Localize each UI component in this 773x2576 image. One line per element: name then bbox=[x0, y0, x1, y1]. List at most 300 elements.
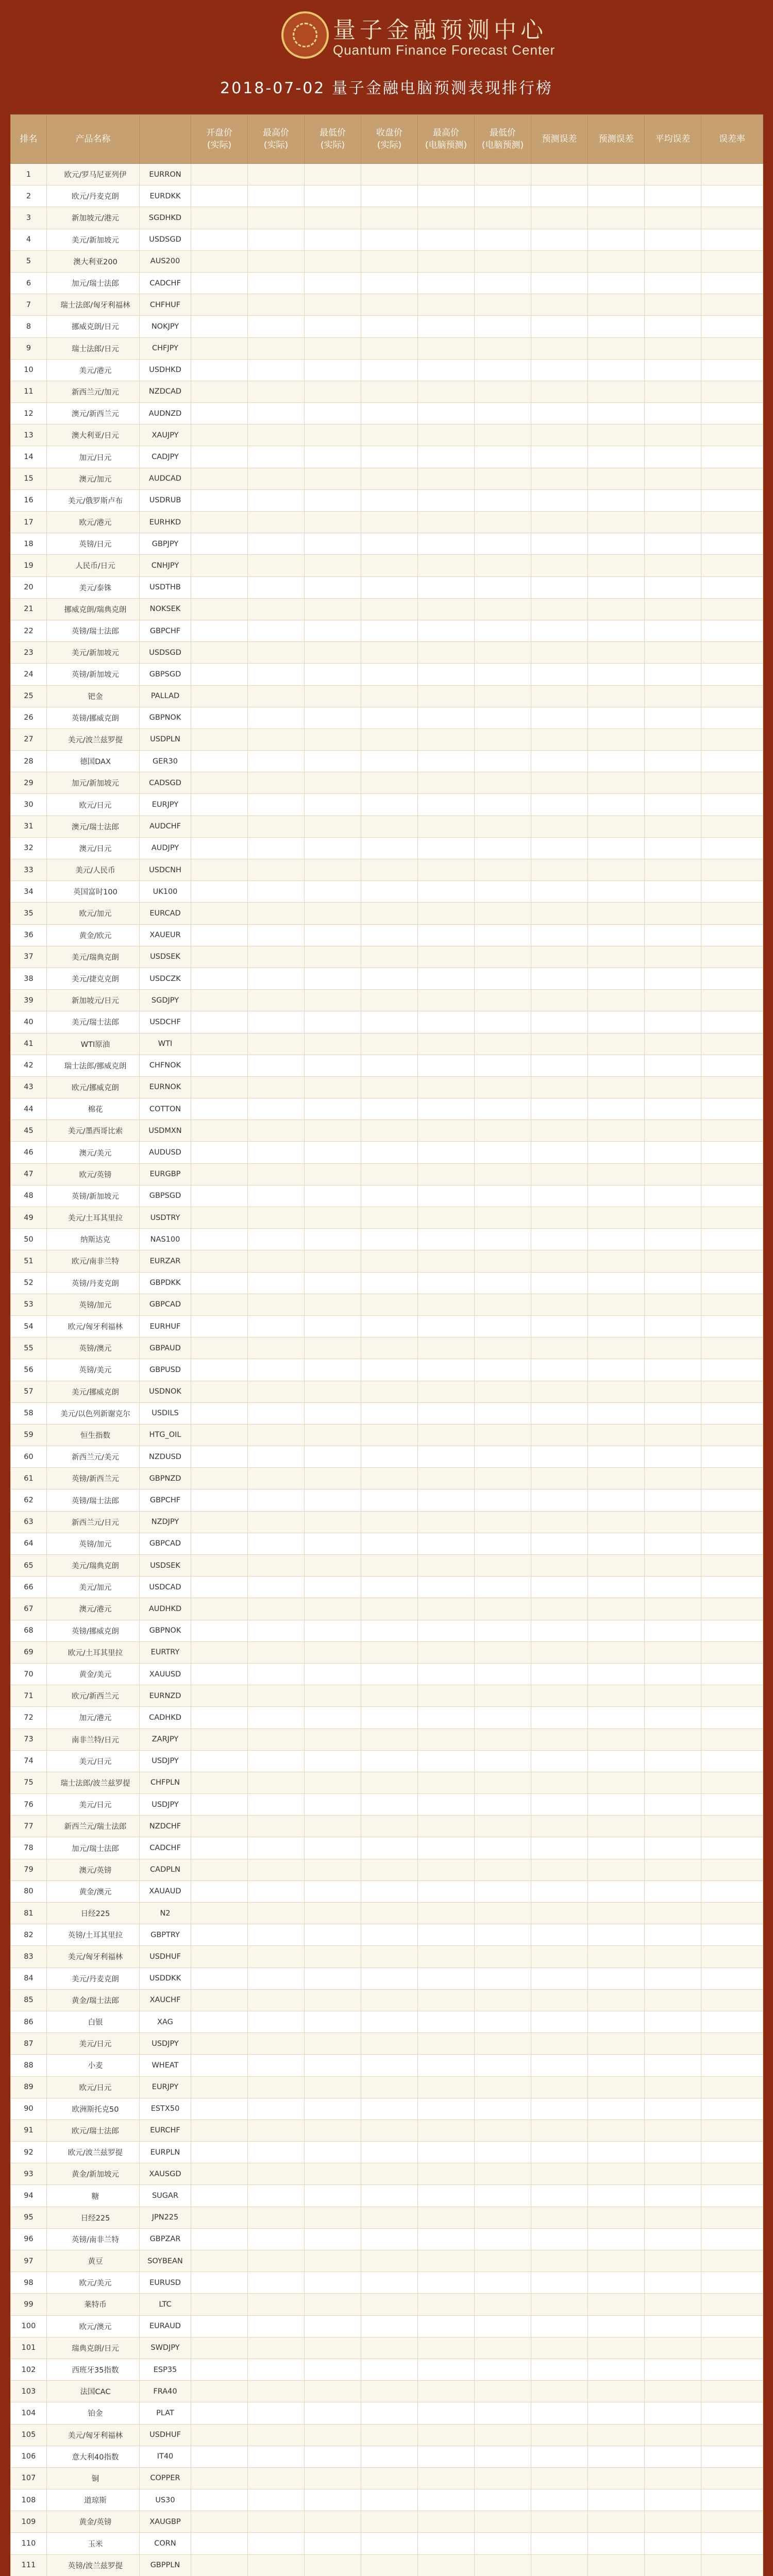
product-code-cell: SWDJPY bbox=[140, 2337, 191, 2359]
product-name-cell: 澳元/英镑 bbox=[47, 1859, 140, 1880]
rank-cell: 41 bbox=[11, 1033, 47, 1055]
value-cell bbox=[361, 664, 418, 685]
table-row bbox=[11, 2467, 763, 2489]
product-code-cell: EURNZD bbox=[140, 1685, 191, 1707]
value-cell bbox=[588, 1359, 645, 1381]
value-cell bbox=[701, 425, 763, 446]
value-cell bbox=[588, 1903, 645, 1924]
table-row bbox=[11, 2207, 763, 2228]
product-name-cell: 钯金 bbox=[47, 685, 140, 707]
value-cell bbox=[645, 881, 701, 903]
value-cell bbox=[248, 1424, 305, 1446]
value-cell bbox=[248, 751, 305, 772]
value-cell bbox=[588, 1381, 645, 1402]
value-cell bbox=[248, 946, 305, 968]
product-code-cell: GBPDKK bbox=[140, 1272, 191, 1294]
value-cell bbox=[248, 555, 305, 577]
table-row bbox=[11, 1880, 763, 1902]
product-code-cell: N2 bbox=[140, 1903, 191, 1924]
product-name-cell: 美元/丹麦克朗 bbox=[47, 1968, 140, 1989]
rank-cell: 67 bbox=[11, 1598, 47, 1620]
value-cell bbox=[701, 1641, 763, 1663]
value-cell bbox=[475, 1402, 531, 1424]
value-cell bbox=[531, 2424, 588, 2446]
value-cell bbox=[645, 2467, 701, 2489]
value-cell bbox=[645, 2381, 701, 2402]
value-cell bbox=[418, 1142, 475, 1163]
value-cell bbox=[645, 1120, 701, 1142]
product-code-cell: PLAT bbox=[140, 2402, 191, 2424]
table-row bbox=[11, 2294, 763, 2315]
value-cell bbox=[361, 1946, 418, 1968]
product-code-cell: HTG_OIL bbox=[140, 1424, 191, 1446]
value-cell bbox=[418, 1685, 475, 1707]
product-code-cell: EURTRY bbox=[140, 1641, 191, 1663]
value-cell bbox=[361, 772, 418, 794]
value-cell bbox=[701, 1402, 763, 1424]
value-cell bbox=[418, 250, 475, 272]
product-code-cell: AUDJPY bbox=[140, 837, 191, 859]
value-cell bbox=[475, 1533, 531, 1554]
value-cell bbox=[418, 946, 475, 968]
rank-cell: 43 bbox=[11, 1076, 47, 1098]
value-cell bbox=[248, 903, 305, 924]
product-code-cell: FRA40 bbox=[140, 2381, 191, 2402]
table-row bbox=[11, 2424, 763, 2446]
value-cell bbox=[191, 272, 248, 294]
product-code-cell: CHFNOK bbox=[140, 1055, 191, 1076]
value-cell bbox=[475, 2207, 531, 2228]
product-code-cell: USDPLN bbox=[140, 728, 191, 750]
value-cell bbox=[191, 1359, 248, 1381]
product-name-cell: 人民币/日元 bbox=[47, 555, 140, 577]
table-row bbox=[11, 207, 763, 229]
value-cell bbox=[645, 707, 701, 728]
value-cell bbox=[588, 1185, 645, 1207]
value-cell bbox=[701, 1098, 763, 1120]
value-cell bbox=[305, 642, 361, 664]
value-cell bbox=[645, 2315, 701, 2337]
product-code-cell: SGDJPY bbox=[140, 990, 191, 1011]
value-cell bbox=[305, 1555, 361, 1577]
product-code-cell: AUDCAD bbox=[140, 468, 191, 489]
value-cell bbox=[305, 2315, 361, 2337]
value-cell bbox=[361, 2533, 418, 2554]
rank-cell: 8 bbox=[11, 316, 47, 337]
value-cell bbox=[531, 2228, 588, 2250]
value-cell bbox=[588, 468, 645, 489]
value-cell bbox=[531, 1142, 588, 1163]
value-cell bbox=[588, 794, 645, 816]
rank-cell: 49 bbox=[11, 1207, 47, 1229]
table-row bbox=[11, 2228, 763, 2250]
value-cell bbox=[475, 164, 531, 185]
value-cell bbox=[701, 1163, 763, 1185]
value-cell bbox=[248, 403, 305, 425]
value-cell bbox=[531, 512, 588, 533]
value-cell bbox=[475, 2098, 531, 2120]
rank-cell: 76 bbox=[11, 1794, 47, 1816]
value-cell bbox=[248, 272, 305, 294]
value-cell bbox=[645, 1185, 701, 1207]
value-cell bbox=[701, 707, 763, 728]
rank-cell: 42 bbox=[11, 1055, 47, 1076]
value-cell bbox=[588, 2294, 645, 2315]
value-cell bbox=[531, 1772, 588, 1793]
rank-cell: 94 bbox=[11, 2185, 47, 2207]
product-name-cell: 欧元/英镑 bbox=[47, 1163, 140, 1185]
rank-cell: 33 bbox=[11, 859, 47, 881]
value-cell bbox=[305, 359, 361, 381]
value-cell bbox=[191, 1577, 248, 1598]
value-cell bbox=[305, 337, 361, 359]
value-cell bbox=[191, 664, 248, 685]
product-name-cell: 英镑/新加坡元 bbox=[47, 1185, 140, 1207]
value-cell bbox=[248, 707, 305, 728]
value-cell bbox=[248, 2120, 305, 2141]
value-cell bbox=[701, 816, 763, 837]
value-cell bbox=[361, 1968, 418, 1989]
product-name-cell: 玉米 bbox=[47, 2533, 140, 2554]
value-cell bbox=[701, 2076, 763, 2098]
value-cell bbox=[248, 1272, 305, 1294]
value-cell bbox=[191, 1707, 248, 1728]
product-code-cell: XAUEUR bbox=[140, 924, 191, 946]
product-name-cell: 澳元/美元 bbox=[47, 1142, 140, 1163]
value-cell bbox=[305, 577, 361, 598]
value-cell bbox=[588, 425, 645, 446]
product-code-cell: GBPNZD bbox=[140, 1468, 191, 1489]
value-cell bbox=[475, 1750, 531, 1772]
value-cell bbox=[418, 1424, 475, 1446]
value-cell bbox=[475, 337, 531, 359]
value-cell bbox=[531, 1033, 588, 1055]
product-name-cell: 欧元/匈牙利福林 bbox=[47, 1315, 140, 1337]
value-cell bbox=[531, 924, 588, 946]
value-cell bbox=[531, 968, 588, 989]
product-name-cell: 南非兰特/日元 bbox=[47, 1728, 140, 1750]
value-cell bbox=[701, 446, 763, 468]
rank-cell: 83 bbox=[11, 1946, 47, 1968]
value-cell bbox=[305, 207, 361, 229]
value-cell bbox=[531, 794, 588, 816]
value-cell bbox=[475, 207, 531, 229]
value-cell bbox=[305, 2294, 361, 2315]
rank-cell: 37 bbox=[11, 946, 47, 968]
value-cell bbox=[701, 185, 763, 207]
product-code-cell: AUS200 bbox=[140, 250, 191, 272]
value-cell bbox=[475, 1185, 531, 1207]
rank-cell: 51 bbox=[11, 1250, 47, 1272]
value-cell bbox=[305, 2076, 361, 2098]
value-cell bbox=[191, 2294, 248, 2315]
value-cell bbox=[361, 489, 418, 511]
value-cell bbox=[191, 1880, 248, 1902]
value-cell bbox=[305, 1620, 361, 1641]
value-cell bbox=[531, 859, 588, 881]
value-cell bbox=[305, 2511, 361, 2533]
value-cell bbox=[305, 272, 361, 294]
value-cell bbox=[305, 533, 361, 555]
value-cell bbox=[701, 1924, 763, 1946]
value-cell bbox=[191, 1402, 248, 1424]
value-cell bbox=[531, 1598, 588, 1620]
value-cell bbox=[361, 403, 418, 425]
value-cell bbox=[191, 968, 248, 989]
table-row bbox=[11, 468, 763, 489]
product-name-cell: 黄金/美元 bbox=[47, 1663, 140, 1685]
value-cell bbox=[361, 2098, 418, 2120]
value-cell bbox=[645, 1511, 701, 1533]
product-name-cell: 英镑/日元 bbox=[47, 533, 140, 555]
value-cell bbox=[588, 2098, 645, 2120]
value-cell bbox=[588, 2533, 645, 2554]
value-cell bbox=[531, 2359, 588, 2380]
table-row bbox=[11, 1229, 763, 1250]
value-cell bbox=[645, 1163, 701, 1185]
product-name-cell: 铜 bbox=[47, 2467, 140, 2489]
value-cell bbox=[531, 533, 588, 555]
value-cell bbox=[531, 468, 588, 489]
value-cell bbox=[531, 946, 588, 968]
product-code-cell: CADJPY bbox=[140, 446, 191, 468]
product-code-cell: USDJPY bbox=[140, 1794, 191, 1816]
rank-cell: 108 bbox=[11, 2489, 47, 2511]
table-row bbox=[11, 1381, 763, 1402]
rank-cell: 79 bbox=[11, 1859, 47, 1880]
product-name-cell: 英镑/新西兰元 bbox=[47, 1468, 140, 1489]
value-cell bbox=[248, 1011, 305, 1033]
value-cell bbox=[475, 272, 531, 294]
product-code-cell: USDCZK bbox=[140, 968, 191, 989]
value-cell bbox=[701, 1555, 763, 1577]
value-cell bbox=[191, 598, 248, 620]
value-cell bbox=[531, 1381, 588, 1402]
value-cell bbox=[248, 1098, 305, 1120]
rank-cell: 70 bbox=[11, 1663, 47, 1685]
table-row bbox=[11, 1468, 763, 1489]
value-cell bbox=[475, 2033, 531, 2055]
value-cell bbox=[361, 1533, 418, 1554]
value-cell bbox=[191, 1142, 248, 1163]
value-cell bbox=[248, 468, 305, 489]
value-cell bbox=[531, 229, 588, 250]
value-cell bbox=[361, 2055, 418, 2076]
value-cell bbox=[191, 207, 248, 229]
value-cell bbox=[475, 1598, 531, 1620]
value-cell bbox=[248, 881, 305, 903]
value-cell bbox=[701, 1816, 763, 1837]
value-cell bbox=[531, 1272, 588, 1294]
table-row bbox=[11, 229, 763, 250]
product-name-cell: 小麦 bbox=[47, 2055, 140, 2076]
value-cell bbox=[361, 1055, 418, 1076]
value-cell bbox=[531, 1816, 588, 1837]
value-cell bbox=[248, 512, 305, 533]
value-cell bbox=[531, 1577, 588, 1598]
product-code-cell: USDJPY bbox=[140, 1750, 191, 1772]
value-cell bbox=[588, 555, 645, 577]
rank-cell: 30 bbox=[11, 794, 47, 816]
value-cell bbox=[305, 1707, 361, 1728]
value-cell bbox=[701, 772, 763, 794]
value-cell bbox=[418, 1250, 475, 1272]
value-cell bbox=[305, 1772, 361, 1793]
value-cell bbox=[418, 620, 475, 641]
table-row bbox=[11, 598, 763, 620]
value-cell bbox=[361, 2033, 418, 2055]
value-cell bbox=[475, 533, 531, 555]
value-cell bbox=[248, 772, 305, 794]
value-cell bbox=[645, 751, 701, 772]
value-cell bbox=[248, 359, 305, 381]
value-cell bbox=[361, 272, 418, 294]
value-cell bbox=[531, 1837, 588, 1859]
value-cell bbox=[531, 1707, 588, 1728]
value-cell bbox=[305, 164, 361, 185]
value-cell bbox=[531, 1185, 588, 1207]
value-cell bbox=[701, 946, 763, 968]
product-name-cell: 澳元/日元 bbox=[47, 837, 140, 859]
rank-cell: 26 bbox=[11, 707, 47, 728]
rank-cell: 93 bbox=[11, 2163, 47, 2185]
product-code-cell: AUDNZD bbox=[140, 403, 191, 425]
value-cell bbox=[305, 968, 361, 989]
value-cell bbox=[418, 1098, 475, 1120]
value-cell bbox=[361, 2467, 418, 2489]
value-cell bbox=[418, 1402, 475, 1424]
product-code-cell: GBPNOK bbox=[140, 1620, 191, 1641]
product-code-cell: EURJPY bbox=[140, 2076, 191, 2098]
value-cell bbox=[191, 2554, 248, 2576]
value-cell bbox=[531, 1533, 588, 1554]
value-cell bbox=[248, 2489, 305, 2511]
value-cell bbox=[701, 2446, 763, 2467]
value-cell bbox=[588, 381, 645, 402]
value-cell bbox=[645, 2207, 701, 2228]
value-cell bbox=[361, 2076, 418, 2098]
value-cell bbox=[701, 555, 763, 577]
value-cell bbox=[418, 2489, 475, 2511]
value-cell bbox=[305, 2337, 361, 2359]
rank-cell: 12 bbox=[11, 403, 47, 425]
value-cell bbox=[191, 577, 248, 598]
value-cell bbox=[191, 1098, 248, 1120]
rank-cell: 101 bbox=[11, 2337, 47, 2359]
value-cell bbox=[418, 1489, 475, 1511]
value-cell bbox=[475, 1837, 531, 1859]
rank-cell: 16 bbox=[11, 489, 47, 511]
product-name-cell: 加元/港元 bbox=[47, 1707, 140, 1728]
product-code-cell: EURCHF bbox=[140, 2120, 191, 2141]
value-cell bbox=[645, 1728, 701, 1750]
value-cell bbox=[305, 512, 361, 533]
product-code-cell: USDSGD bbox=[140, 642, 191, 664]
value-cell bbox=[248, 185, 305, 207]
product-code-cell: AUDHKD bbox=[140, 1598, 191, 1620]
value-cell bbox=[191, 2120, 248, 2141]
value-cell bbox=[475, 859, 531, 881]
value-cell bbox=[701, 1011, 763, 1033]
product-name-cell: 欧元/澳元 bbox=[47, 2315, 140, 2337]
value-cell bbox=[191, 620, 248, 641]
value-cell bbox=[475, 2011, 531, 2032]
value-cell bbox=[361, 2315, 418, 2337]
value-cell bbox=[305, 1577, 361, 1598]
value-cell bbox=[588, 2315, 645, 2337]
value-cell bbox=[588, 2055, 645, 2076]
value-cell bbox=[531, 2250, 588, 2272]
table-row bbox=[11, 1250, 763, 1272]
value-cell bbox=[701, 489, 763, 511]
value-cell bbox=[588, 1968, 645, 1989]
value-cell bbox=[418, 2337, 475, 2359]
rank-cell: 5 bbox=[11, 250, 47, 272]
product-name-cell: 英国富时100 bbox=[47, 881, 140, 903]
value-cell bbox=[305, 1446, 361, 1468]
value-cell bbox=[588, 1424, 645, 1446]
value-cell bbox=[645, 2142, 701, 2163]
value-cell bbox=[418, 2272, 475, 2294]
table-row bbox=[11, 403, 763, 425]
value-cell bbox=[191, 229, 248, 250]
value-cell bbox=[475, 685, 531, 707]
value-cell bbox=[305, 816, 361, 837]
value-cell bbox=[191, 2359, 248, 2380]
value-cell bbox=[418, 751, 475, 772]
value-cell bbox=[701, 337, 763, 359]
value-cell bbox=[475, 2185, 531, 2207]
value-cell bbox=[475, 1011, 531, 1033]
value-cell bbox=[191, 2315, 248, 2337]
value-cell bbox=[475, 1424, 531, 1446]
value-cell bbox=[588, 1163, 645, 1185]
value-cell bbox=[361, 1750, 418, 1772]
value-cell bbox=[191, 512, 248, 533]
value-cell bbox=[701, 664, 763, 685]
column-header: 平均误差 bbox=[645, 115, 701, 164]
product-name-cell: 新西兰元/日元 bbox=[47, 1511, 140, 1533]
value-cell bbox=[531, 164, 588, 185]
table-row bbox=[11, 794, 763, 816]
value-cell bbox=[248, 1685, 305, 1707]
value-cell bbox=[701, 1055, 763, 1076]
value-cell bbox=[531, 2011, 588, 2032]
value-cell bbox=[418, 1707, 475, 1728]
value-cell bbox=[305, 2554, 361, 2576]
value-cell bbox=[305, 2446, 361, 2467]
value-cell bbox=[588, 489, 645, 511]
value-cell bbox=[701, 2554, 763, 2576]
value-cell bbox=[191, 1011, 248, 1033]
value-cell bbox=[191, 1903, 248, 1924]
rank-cell: 57 bbox=[11, 1381, 47, 1402]
rank-cell: 102 bbox=[11, 2359, 47, 2380]
product-code-cell: CHFJPY bbox=[140, 337, 191, 359]
value-cell bbox=[361, 1315, 418, 1337]
value-cell bbox=[305, 403, 361, 425]
product-code-cell: EURHUF bbox=[140, 1315, 191, 1337]
rank-cell: 6 bbox=[11, 272, 47, 294]
table-row bbox=[11, 1816, 763, 1837]
value-cell bbox=[305, 1185, 361, 1207]
rank-cell: 20 bbox=[11, 577, 47, 598]
value-cell bbox=[361, 577, 418, 598]
value-cell bbox=[701, 250, 763, 272]
value-cell bbox=[701, 1794, 763, 1816]
rank-cell: 74 bbox=[11, 1750, 47, 1772]
value-cell bbox=[701, 751, 763, 772]
